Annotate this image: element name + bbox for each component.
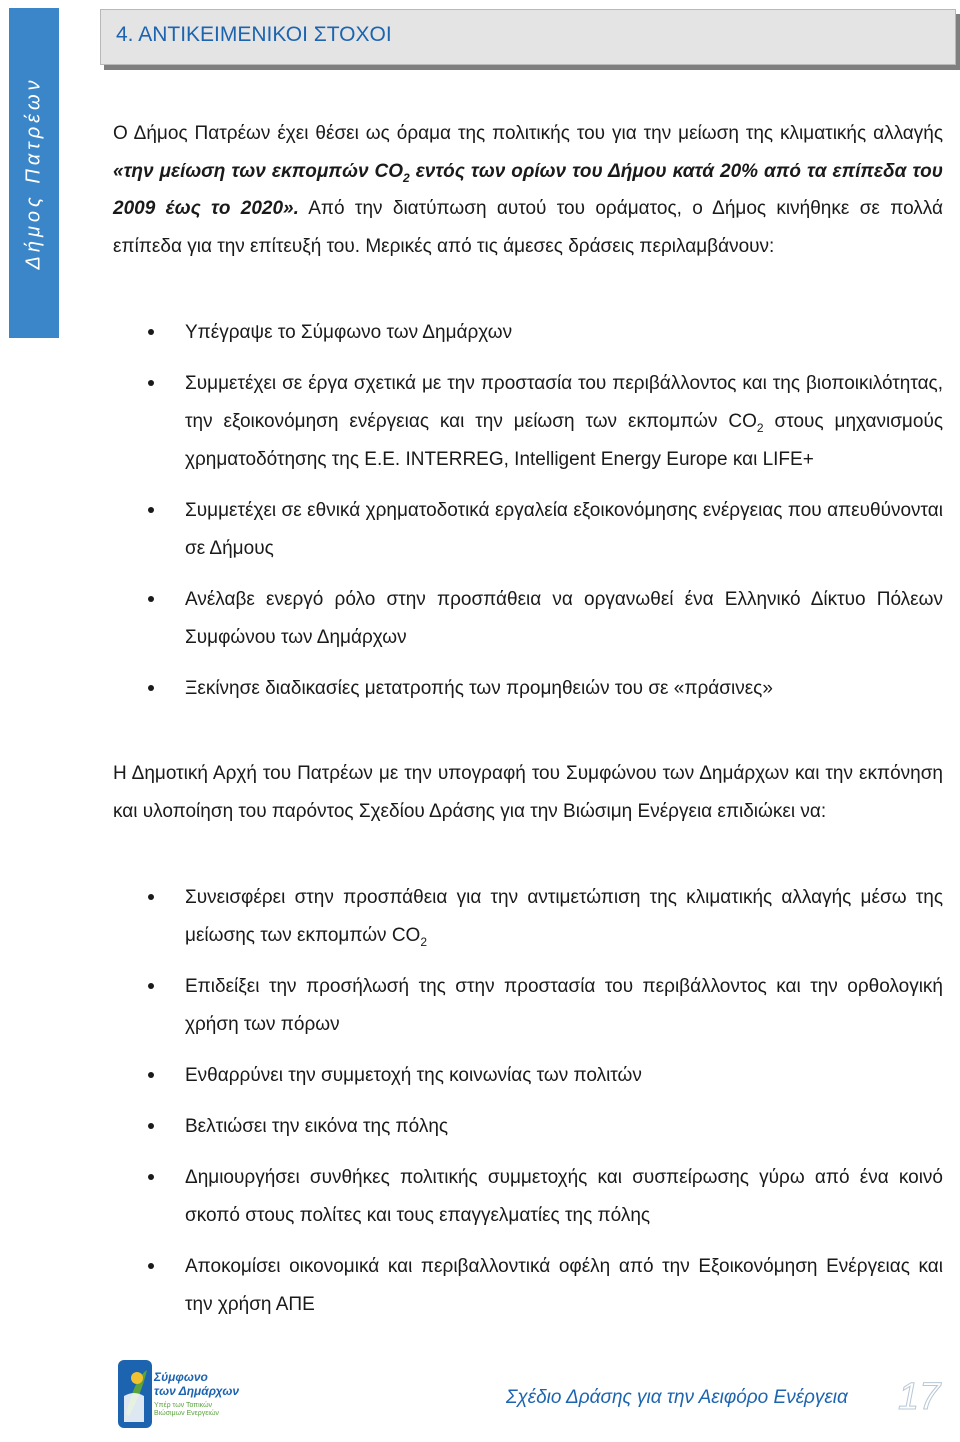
list-item [113, 1057, 943, 1095]
intro-text-1: Ο Δήμος Πατρέων έχει θέσει ως όραμα της πολιτικής του για την μείωση της κλιματικής αλλαγής [113, 123, 943, 144]
vision-text-2: εντός των ορίων του Δήμου κατά 20% από τα επίπεδα του 2009 έως το 2020». [113, 160, 944, 220]
list-item-text: Συμμετέχει σε έργα σχετικά με την προστασία του περιβάλλοντος και της βιοποικιλότητας, την εξοικονόμηση ενέργειας και την μείωση των εκπομπών CO [185, 373, 943, 432]
list-item-text: στους μηχανισμούς χρηματοδότησης της Ε.Ε. INTERREG, Intelligent Energy Europe και LIFE+ [185, 411, 943, 470]
footer-title: Σχέδιο Δράσης για την Αειφόρο Ενέργεια [506, 1387, 848, 1408]
list-item [113, 581, 943, 657]
logo-tagline: Υπέρ των Τοπικών Βιώσιμων Ενεργειών [154, 1402, 219, 1417]
bullet-icon [148, 329, 154, 335]
goals-list [113, 879, 943, 1337]
goals-intro-paragraph: Η Δημοτική Αρχή του Πατρέων με την υπογραφή του Συμφώνου των Δημάρχων και την εκπόνηση και υλοποίηση του παρόντος Σχεδίου Δράσης για την Βιώσιμη Ενέργεια επιδιώκει να: [113, 763, 943, 822]
list-item [113, 314, 943, 352]
vision-text-1: «την μείωση των εκπομπών CO [113, 160, 404, 182]
bullet-icon [148, 1174, 154, 1180]
bullet-icon [148, 983, 154, 989]
subscript: 2 [420, 934, 428, 949]
list-item-text: Βελτιώσει την εικόνα της πόλης [185, 1116, 449, 1137]
vision-subscript: 2 [403, 170, 410, 185]
logo-emblem-icon [114, 1356, 154, 1432]
list-item [113, 365, 943, 479]
bullet-icon [148, 596, 154, 602]
list-item [113, 670, 943, 708]
logo-text-line2: των Δημάρχων [154, 1384, 240, 1398]
logo-text-line1: Σύμφωνο [154, 1370, 208, 1384]
bullet-icon [148, 894, 154, 900]
sidebar-tab [9, 8, 59, 338]
bullet-icon [148, 507, 154, 513]
list-item [113, 1248, 943, 1324]
sidebar-label: Δήμος Πατρέων [22, 76, 45, 270]
intro-text-2: Από την διατύπωση αυτού του οράματος, ο Δήμος κινήθηκε σε πολλά επίπεδα για την επίτευξή του. Μερικές από τις άμεσες δράσεις περιλαμβάνουν: [113, 198, 943, 258]
page-number: 17 [898, 1376, 941, 1418]
bullet-icon [148, 1263, 154, 1269]
bullet-icon [148, 685, 154, 691]
list-item-text: Ξεκίνησε διαδικασίες μετατροπής των προμηθειών του σε «πράσινες» [185, 678, 773, 699]
list-item-text: Ενθαρρύνει την συμμετοχή της κοινωνίας των πολιτών [185, 1065, 642, 1086]
list-item-text: Συνεισφέρει στην προσπάθεια για την αντιμετώπιση της κλιματικής αλλαγής μέσω της μείωσης των εκπομπών CO [185, 887, 943, 946]
list-item-text: Συμμετέχει σε εθνικά χρηματοδοτικά εργαλεία εξοικονόμησης ενέργειας που απευθύνονται σε Δήμους [185, 500, 943, 559]
subscript: 2 [756, 420, 764, 435]
list-item-text: Επιδείξει την προσήλωσή της στην προστασία του περιβάλλοντος και την ορθολογική χρήση των πόρων [185, 976, 943, 1035]
list-item-text: Αποκομίσει οικονομικά και περιβαλλοντικά οφέλη από την Εξοικονόμηση Ενέργειας και την χρήση ΑΠΕ [185, 1256, 943, 1315]
section-title: 4. ΑΝΤΙΚΕΙΜΕΝΙΚΟΙ ΣΤΟΧΟΙ [116, 23, 392, 46]
section-header [100, 9, 956, 65]
list-item [113, 1108, 943, 1146]
actions-list [113, 314, 943, 708]
intro-paragraph [113, 115, 943, 266]
covenant-of-mayors-logo [114, 1356, 240, 1434]
bullet-icon [148, 1123, 154, 1129]
list-item-text: Υπέγραψε το Σύμφωνο των Δημάρχων [185, 322, 513, 343]
list-item-text: Δημιουργήσει συνθήκες πολιτικής συμμετοχής και συσπείρωσης γύρω από ένα κοινό σκοπό στους πολίτες και τους επαγγελματίες της πόλης [185, 1167, 943, 1226]
list-item [113, 879, 943, 955]
list-item-text: Ανέλαβε ενεργό ρόλο στην προσπάθεια να οργανωθεί ένα Ελληνικό Δίκτυο Πόλεων Συμφώνου των Δημάρχων [185, 589, 943, 648]
bullet-icon [148, 1072, 154, 1078]
bullet-icon [148, 380, 154, 386]
list-item [113, 1159, 943, 1235]
list-item [113, 492, 943, 568]
list-item [113, 968, 943, 1044]
